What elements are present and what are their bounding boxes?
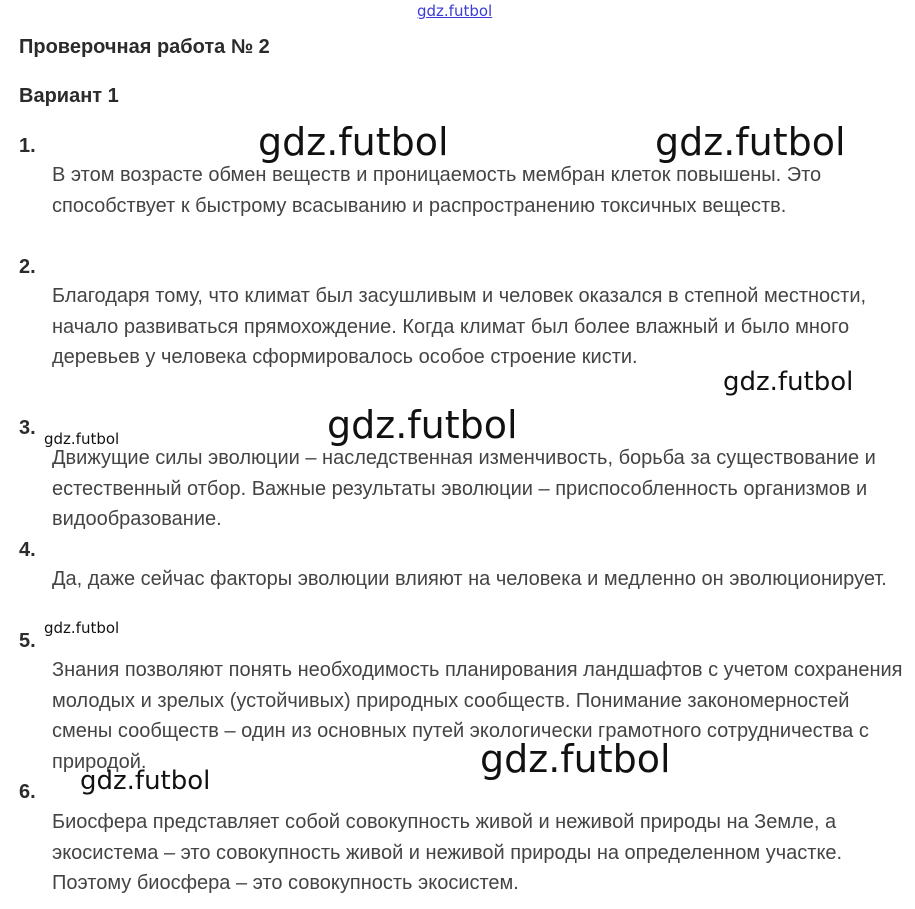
watermark-link-top[interactable]: gdz.futbol: [417, 2, 493, 20]
watermark-3: gdz.futbol: [723, 367, 854, 397]
answer-number-4: 4.: [19, 539, 36, 561]
answer-number-5: 5.: [19, 630, 36, 652]
watermark-5: gdz.futbol: [44, 430, 120, 448]
answer-number-2: 2.: [19, 256, 36, 278]
watermark-6: gdz.futbol: [44, 619, 120, 637]
watermark-4: gdz.futbol: [327, 403, 518, 447]
watermark-1: gdz.futbol: [258, 120, 449, 164]
answer-number-6: 6.: [19, 781, 36, 803]
answer-number-1: 1.: [19, 135, 36, 157]
answer-text-6: Биосфера представляет собой совокупность живой и неживой природы на Земле, а экосистема – это совокупность живой и неживой природы на определенном участке. Поэтому биосфера – это совокупность экосистем.: [52, 811, 843, 894]
answer-text-1: В этом возрасте обмен веществ и проницаемость мембран клеток повышены. Это способствует к быстрому всасыванию и распространению токсичных веществ.: [52, 164, 822, 217]
answer-text-2: Благодаря тому, что климат был засушливым и человек оказался в степной местности, начало развиваться прямохождение. Когда климат был более влажный и было много деревьев у человека сформировалось особое строение кисти.: [52, 285, 867, 368]
watermark-2: gdz.futbol: [655, 120, 846, 164]
page-title: Проверочная работа № 2: [19, 36, 270, 58]
answer-text-5: Знания позволяют понять необходимость планирования ландшафтов с учетом сохранения молодых и зрелых (устойчивых) природных сообществ. Понимание закономерностей смены сообществ – один из основных путей экологически грамотного сотрудничества с природой.: [52, 659, 903, 773]
answer-text-3: Движущие силы эволюции – наследственная изменчивость, борьба за существование и естественный отбор. Важные результаты эволюции – приспособленность организмов и видообразование.: [52, 447, 876, 530]
answer-number-3: 3.: [19, 417, 36, 439]
watermark-7: gdz.futbol: [480, 737, 671, 781]
answer-text-4: Да, даже сейчас факторы эволюции влияют на человека и медленно он эволюционирует.: [52, 568, 887, 590]
variant-heading: Вариант 1: [19, 85, 119, 107]
watermark-8: gdz.futbol: [80, 766, 211, 796]
